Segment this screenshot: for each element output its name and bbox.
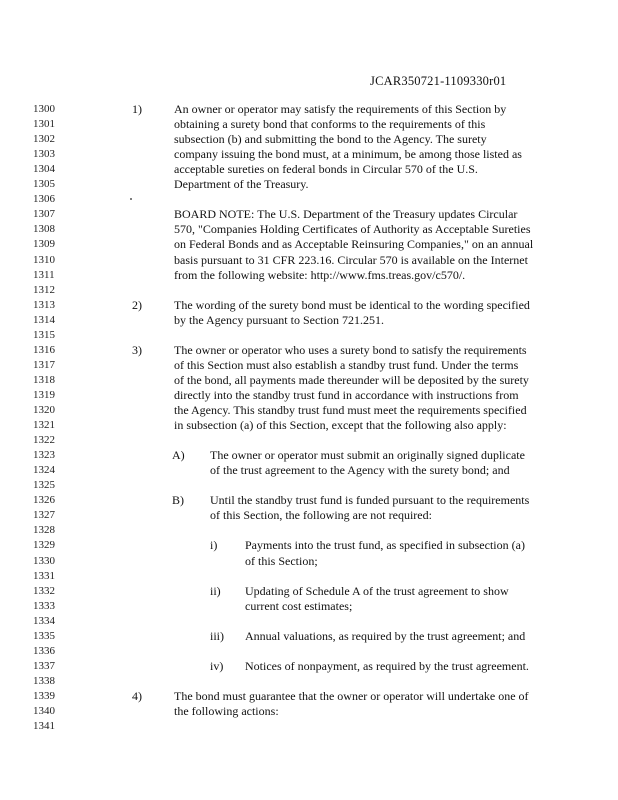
item-label: A) <box>172 448 185 463</box>
paragraph-text: subsection (b) and submitting the bond to the Agency. The surety <box>174 132 487 147</box>
paragraph-text: by the Agency pursuant to Section 721.251. <box>174 312 384 327</box>
document-line <box>0 298 618 313</box>
paragraph-text: of the trust agreement to the Agency with the surety bond; and <box>210 463 510 478</box>
document-line <box>0 313 618 328</box>
document-line <box>0 237 618 252</box>
document-line <box>0 192 618 207</box>
board-note-text: from the following website: http://www.fms.treas.gov/c570/. <box>174 267 466 282</box>
line-number: 1314 <box>33 313 55 326</box>
line-number: 1304 <box>33 163 55 176</box>
line-number: 1319 <box>33 388 55 401</box>
document-line <box>0 448 618 463</box>
line-number: 1326 <box>33 494 55 507</box>
item-label: B) <box>172 493 184 508</box>
line-number: 1313 <box>33 298 55 311</box>
paragraph-text: obtaining a surety bond that conforms to the requirements of this <box>174 117 486 132</box>
line-number: 1327 <box>33 509 55 522</box>
item-label: iv) <box>210 658 224 673</box>
line-number: 1321 <box>33 419 55 432</box>
document-line <box>0 538 618 553</box>
paragraph-text: company issuing the bond must, at a minimum, be among those listed as <box>174 147 522 162</box>
document-line <box>0 433 618 448</box>
line-number: 1335 <box>33 629 55 642</box>
document-line <box>0 644 618 659</box>
line-number: 1301 <box>33 118 55 131</box>
line-number: 1317 <box>33 358 55 371</box>
paragraph-text: Annual valuations, as required by the trust agreement; and <box>245 628 526 643</box>
line-number: 1310 <box>33 253 55 266</box>
document-line <box>0 117 618 132</box>
line-number: 1303 <box>33 148 55 161</box>
item-label: i) <box>210 538 218 553</box>
document-line <box>0 659 618 674</box>
line-number: 1302 <box>33 133 55 146</box>
document-line <box>0 463 618 478</box>
line-number: 1320 <box>33 404 55 416</box>
document-line <box>0 418 618 433</box>
document-line <box>0 268 618 283</box>
line-number: 1322 <box>33 434 55 447</box>
line-number: 1312 <box>33 283 55 296</box>
paragraph-text: Payments into the trust fund, as specified in subsection (a) <box>245 538 525 553</box>
board-note-text: BOARD NOTE: The U.S. Department of the Treasury updates Circular <box>174 207 518 222</box>
paragraph-text: An owner or operator may satisfy the requirements of this Section by <box>174 102 507 116</box>
line-number: 1323 <box>33 449 55 462</box>
paragraph-text: The owner or operator must submit an originally signed duplicate <box>210 448 525 463</box>
document-line <box>0 689 618 704</box>
line-number: 1336 <box>33 644 55 657</box>
line-number: 1338 <box>33 674 55 687</box>
document-line <box>0 719 618 734</box>
line-number: 1315 <box>33 328 55 341</box>
paragraph-text: Updating of Schedule A of the trust agreement to show <box>245 583 509 598</box>
document-line <box>0 493 618 508</box>
document-line <box>0 403 618 418</box>
line-number: 1305 <box>33 178 55 191</box>
document-line <box>0 222 618 237</box>
document-line <box>0 102 618 117</box>
line-number: 1318 <box>33 373 55 386</box>
document-line <box>0 132 618 147</box>
document-line <box>0 373 618 388</box>
line-number: 1306 <box>33 193 55 206</box>
paragraph-text: The owner or operator who uses a surety bond to satisfy the requirements <box>174 342 527 357</box>
line-number: 1308 <box>33 223 55 236</box>
board-note-text: basis pursuant to 31 CFR 223.16. Circular 570 is available on the Internet <box>174 252 528 267</box>
document-line <box>0 523 618 538</box>
item-label: 2) <box>132 297 142 312</box>
line-number: 1300 <box>33 103 55 115</box>
line-number: 1309 <box>33 238 55 251</box>
line-number: 1341 <box>33 720 55 733</box>
document-line <box>0 478 618 493</box>
paragraph-text: The bond must guarantee that the owner or operator will undertake one of <box>174 688 529 703</box>
paragraph-text: directly into the standby trust fund in accordance with instructions from <box>174 387 519 402</box>
board-note-text: on Federal Bonds and as Acceptable Reinsuring Companies," on an annual <box>174 237 534 252</box>
item-label: ii) <box>210 583 221 598</box>
document-line <box>0 343 618 358</box>
line-number: 1331 <box>33 569 55 582</box>
document-line <box>0 704 618 719</box>
paragraph-text: Until the standby trust fund is funded pursuant to the requirements <box>210 493 530 508</box>
paragraph-text: of the bond, all payments made thereunder will be deposited by the surety <box>174 372 529 387</box>
document-line <box>0 674 618 689</box>
line-number: 1307 <box>33 208 55 221</box>
document-line <box>0 388 618 403</box>
document-line <box>0 358 618 373</box>
paragraph-text: of this Section, the following are not required: <box>210 508 432 523</box>
line-number: 1330 <box>33 554 55 567</box>
paragraph-text: current cost estimates; <box>245 598 353 613</box>
document-line <box>0 207 618 222</box>
paragraph-text: acceptable sureties on federal bonds in Circular 570 of the U.S. <box>174 162 478 177</box>
document-id: JCAR350721-1109330r01 <box>370 74 507 88</box>
paragraph-text: of this Section must also establish a standby trust fund. Under the terms <box>174 357 519 372</box>
document-line <box>0 177 618 192</box>
document-line <box>0 147 618 162</box>
line-number: 1337 <box>33 659 55 672</box>
document-line <box>0 599 618 614</box>
document-line <box>0 569 618 584</box>
document-line <box>0 283 618 298</box>
line-number: 1333 <box>33 599 55 612</box>
document-line <box>0 253 618 268</box>
line-number: 1316 <box>33 343 55 356</box>
paragraph-text: of this Section; <box>245 553 318 568</box>
line-number: 1334 <box>33 614 55 627</box>
paragraph-text: the following actions: <box>174 704 279 718</box>
line-number: 1311 <box>33 268 55 281</box>
document-line <box>0 508 618 523</box>
item-label: 4) <box>132 688 142 703</box>
paragraph-text: The wording of the surety bond must be identical to the wording specified <box>174 297 530 312</box>
line-number: 1332 <box>33 584 55 597</box>
board-note-text: 570, "Companies Holding Certificates of Authority as Acceptable Sureties <box>174 222 531 237</box>
item-label: 3) <box>132 342 142 357</box>
document-line <box>0 614 618 629</box>
paragraph-text: in subsection (a) of this Section, except that the following also apply: <box>174 418 507 433</box>
document-line <box>0 629 618 644</box>
document-line <box>0 162 618 177</box>
line-number: 1339 <box>33 689 55 702</box>
paragraph-text: Notices of nonpayment, as required by the trust agreement. <box>245 658 529 673</box>
document-line <box>0 328 618 343</box>
item-label: iii) <box>210 628 224 643</box>
document-line <box>0 554 618 569</box>
item-label: 1) <box>132 102 142 116</box>
paragraph-text: the Agency. This standby trust fund must meet the requirements specified <box>174 403 527 417</box>
line-number: 1324 <box>33 464 55 477</box>
line-number: 1325 <box>33 479 55 492</box>
document-line <box>0 584 618 599</box>
line-number: 1329 <box>33 539 55 552</box>
paragraph-text: Department of the Treasury. <box>174 177 309 192</box>
line-number: 1328 <box>33 524 55 537</box>
line-number: 1340 <box>33 705 55 717</box>
